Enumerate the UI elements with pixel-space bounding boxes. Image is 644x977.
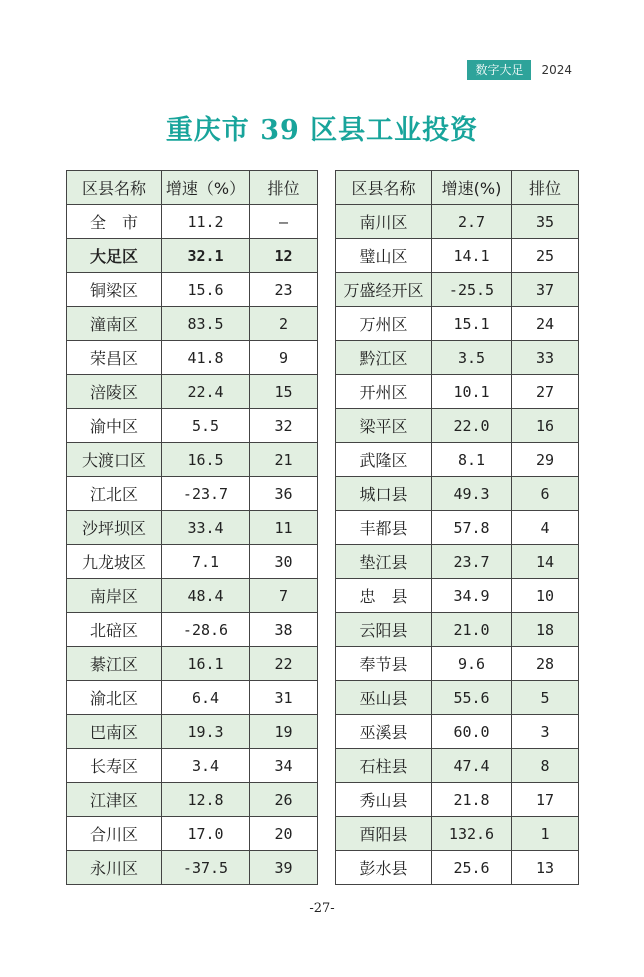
table-row xyxy=(67,477,318,511)
rank-cell: 19 xyxy=(250,715,318,749)
table-row xyxy=(336,477,579,511)
rank-cell: 1 xyxy=(512,817,579,851)
header-row xyxy=(336,171,579,205)
district-name-cell: 大足区 xyxy=(67,239,162,273)
rank-cell: 2 xyxy=(250,307,318,341)
table-row xyxy=(336,307,579,341)
rank-cell: 9 xyxy=(250,341,318,375)
growth-rate-cell: 15.1 xyxy=(432,307,512,341)
growth-rate-cell: 60.0 xyxy=(432,715,512,749)
column-header-rank: 排位 xyxy=(512,171,579,205)
district-name-cell: 万盛经开区 xyxy=(336,273,432,307)
growth-rate-cell: -37.5 xyxy=(162,851,250,885)
district-name-cell: 垫江县 xyxy=(336,545,432,579)
table-row xyxy=(336,851,579,885)
table-row xyxy=(67,545,318,579)
district-name-cell: 铜梁区 xyxy=(67,273,162,307)
table-row xyxy=(67,409,318,443)
rank-cell: 13 xyxy=(512,851,579,885)
growth-rate-cell: 21.0 xyxy=(432,613,512,647)
header-row xyxy=(67,171,318,205)
rank-cell: 34 xyxy=(250,749,318,783)
district-name-cell: 渝中区 xyxy=(67,409,162,443)
table-row xyxy=(67,341,318,375)
district-name-cell: 奉节县 xyxy=(336,647,432,681)
table-row xyxy=(336,783,579,817)
year-label: 2024 xyxy=(541,63,572,77)
district-name-cell: 巫山县 xyxy=(336,681,432,715)
right-table xyxy=(335,170,579,885)
growth-rate-cell: -28.6 xyxy=(162,613,250,647)
district-name-cell: 渝北区 xyxy=(67,681,162,715)
table-row xyxy=(67,205,318,239)
growth-rate-cell: 17.0 xyxy=(162,817,250,851)
rank-cell: 17 xyxy=(512,783,579,817)
rank-cell: 15 xyxy=(250,375,318,409)
growth-rate-cell: 16.1 xyxy=(162,647,250,681)
left-table xyxy=(66,170,318,885)
table-row xyxy=(67,511,318,545)
rank-cell: 22 xyxy=(250,647,318,681)
rank-cell: 11 xyxy=(250,511,318,545)
rank-cell: 18 xyxy=(512,613,579,647)
table-row xyxy=(67,851,318,885)
rank-cell: 27 xyxy=(512,375,579,409)
table-row xyxy=(336,613,579,647)
growth-rate-cell: 22.0 xyxy=(432,409,512,443)
district-name-cell: 江津区 xyxy=(67,783,162,817)
rank-cell: 38 xyxy=(250,613,318,647)
district-name-cell: 石柱县 xyxy=(336,749,432,783)
rank-cell: 37 xyxy=(512,273,579,307)
growth-rate-cell: 23.7 xyxy=(432,545,512,579)
table-row xyxy=(336,681,579,715)
growth-rate-cell: 19.3 xyxy=(162,715,250,749)
district-name-cell: 秀山县 xyxy=(336,783,432,817)
rank-cell: 39 xyxy=(250,851,318,885)
growth-rate-cell: 22.4 xyxy=(162,375,250,409)
table-row xyxy=(67,239,318,273)
growth-rate-cell: 57.8 xyxy=(432,511,512,545)
rank-cell: 25 xyxy=(512,239,579,273)
rank-cell: 28 xyxy=(512,647,579,681)
growth-rate-cell: 132.6 xyxy=(432,817,512,851)
right-table-body xyxy=(336,205,579,885)
rank-cell: 32 xyxy=(250,409,318,443)
rank-cell: 30 xyxy=(250,545,318,579)
table-row xyxy=(67,783,318,817)
growth-rate-cell: 3.5 xyxy=(432,341,512,375)
rank-cell: 35 xyxy=(512,205,579,239)
district-name-cell: 璧山区 xyxy=(336,239,432,273)
growth-rate-cell: 47.4 xyxy=(432,749,512,783)
district-name-cell: 綦江区 xyxy=(67,647,162,681)
rank-cell: 23 xyxy=(250,273,318,307)
district-name-cell: 南岸区 xyxy=(67,579,162,613)
table-row xyxy=(67,749,318,783)
page-title: 重庆市 39 区县工业投资 xyxy=(165,115,479,146)
growth-rate-cell: 55.6 xyxy=(432,681,512,715)
district-name-cell: 长寿区 xyxy=(67,749,162,783)
table-row xyxy=(336,749,579,783)
district-name-cell: 涪陵区 xyxy=(67,375,162,409)
growth-rate-cell: 14.1 xyxy=(432,239,512,273)
table-row xyxy=(67,681,318,715)
growth-rate-cell: 32.1 xyxy=(162,239,250,273)
rank-cell: 10 xyxy=(512,579,579,613)
district-name-cell: 丰都县 xyxy=(336,511,432,545)
page-number: -27- xyxy=(309,901,335,916)
rank-cell: 33 xyxy=(512,341,579,375)
growth-rate-cell: 25.6 xyxy=(432,851,512,885)
table-row xyxy=(67,647,318,681)
growth-rate-cell: 10.1 xyxy=(432,375,512,409)
rank-cell: 26 xyxy=(250,783,318,817)
rank-cell: 7 xyxy=(250,579,318,613)
table-row xyxy=(336,273,579,307)
district-name-cell: 北碚区 xyxy=(67,613,162,647)
growth-rate-cell: 7.1 xyxy=(162,545,250,579)
table-row xyxy=(336,341,579,375)
table-row xyxy=(336,647,579,681)
rank-cell: 3 xyxy=(512,715,579,749)
rank-cell: 24 xyxy=(512,307,579,341)
growth-rate-cell: 11.2 xyxy=(162,205,250,239)
table-row xyxy=(336,239,579,273)
district-name-cell: 九龙坡区 xyxy=(67,545,162,579)
district-name-cell: 合川区 xyxy=(67,817,162,851)
district-name-cell: 大渡口区 xyxy=(67,443,162,477)
district-name-cell: 云阳县 xyxy=(336,613,432,647)
rank-cell: 36 xyxy=(250,477,318,511)
column-header-growth: 增速(%) xyxy=(432,171,512,205)
rank-cell: 31 xyxy=(250,681,318,715)
table-row xyxy=(67,443,318,477)
table-row xyxy=(336,511,579,545)
district-name-cell: 酉阳县 xyxy=(336,817,432,851)
column-header-name: 区县名称 xyxy=(336,171,432,205)
rank-cell: 16 xyxy=(512,409,579,443)
district-name-cell: 荣昌区 xyxy=(67,341,162,375)
district-name-cell: 梁平区 xyxy=(336,409,432,443)
growth-rate-cell: 6.4 xyxy=(162,681,250,715)
district-name-cell: 永川区 xyxy=(67,851,162,885)
district-name-cell: 沙坪坝区 xyxy=(67,511,162,545)
district-name-cell: 彭水县 xyxy=(336,851,432,885)
growth-rate-cell: 48.4 xyxy=(162,579,250,613)
table-row xyxy=(67,715,318,749)
table-row xyxy=(67,817,318,851)
growth-rate-cell: -25.5 xyxy=(432,273,512,307)
table-row xyxy=(336,443,579,477)
table-row xyxy=(336,545,579,579)
rank-cell: 14 xyxy=(512,545,579,579)
table-row xyxy=(67,579,318,613)
table-row xyxy=(336,205,579,239)
district-name-cell: 巫溪县 xyxy=(336,715,432,749)
rank-cell: 4 xyxy=(512,511,579,545)
growth-rate-cell: 34.9 xyxy=(432,579,512,613)
growth-rate-cell: 49.3 xyxy=(432,477,512,511)
section-badge: 数字大足 xyxy=(467,60,531,80)
district-name-cell: 巴南区 xyxy=(67,715,162,749)
growth-rate-cell: -23.7 xyxy=(162,477,250,511)
rank-cell: 12 xyxy=(250,239,318,273)
growth-rate-cell: 12.8 xyxy=(162,783,250,817)
district-name-cell: 城口县 xyxy=(336,477,432,511)
table-row xyxy=(336,375,579,409)
growth-rate-cell: 21.8 xyxy=(432,783,512,817)
column-header-growth: 增速（%） xyxy=(162,171,250,205)
table-row xyxy=(336,579,579,613)
table-row xyxy=(67,307,318,341)
rank-cell: — xyxy=(250,205,318,239)
rank-cell: 29 xyxy=(512,443,579,477)
district-name-cell: 黔江区 xyxy=(336,341,432,375)
table-row xyxy=(67,613,318,647)
growth-rate-cell: 5.5 xyxy=(162,409,250,443)
table-row xyxy=(67,273,318,307)
district-name-cell: 潼南区 xyxy=(67,307,162,341)
growth-rate-cell: 8.1 xyxy=(432,443,512,477)
district-name-cell: 江北区 xyxy=(67,477,162,511)
district-name-cell: 武隆区 xyxy=(336,443,432,477)
growth-rate-cell: 41.8 xyxy=(162,341,250,375)
growth-rate-cell: 16.5 xyxy=(162,443,250,477)
column-header-name: 区县名称 xyxy=(67,171,162,205)
district-name-cell: 开州区 xyxy=(336,375,432,409)
table-row xyxy=(67,375,318,409)
rank-cell: 21 xyxy=(250,443,318,477)
rank-cell: 20 xyxy=(250,817,318,851)
district-name-cell: 南川区 xyxy=(336,205,432,239)
rank-cell: 5 xyxy=(512,681,579,715)
district-name-cell: 忠 县 xyxy=(336,579,432,613)
table-row xyxy=(336,715,579,749)
page-header xyxy=(467,60,572,80)
growth-rate-cell: 3.4 xyxy=(162,749,250,783)
growth-rate-cell: 9.6 xyxy=(432,647,512,681)
rank-cell: 8 xyxy=(512,749,579,783)
rank-cell: 6 xyxy=(512,477,579,511)
growth-rate-cell: 33.4 xyxy=(162,511,250,545)
district-name-cell: 万州区 xyxy=(336,307,432,341)
table-row xyxy=(336,817,579,851)
growth-rate-cell: 2.7 xyxy=(432,205,512,239)
table-row xyxy=(336,409,579,443)
growth-rate-cell: 15.6 xyxy=(162,273,250,307)
left-table-body xyxy=(67,205,318,885)
district-name-cell: 全 市 xyxy=(67,205,162,239)
growth-rate-cell: 83.5 xyxy=(162,307,250,341)
column-header-rank: 排位 xyxy=(250,171,318,205)
